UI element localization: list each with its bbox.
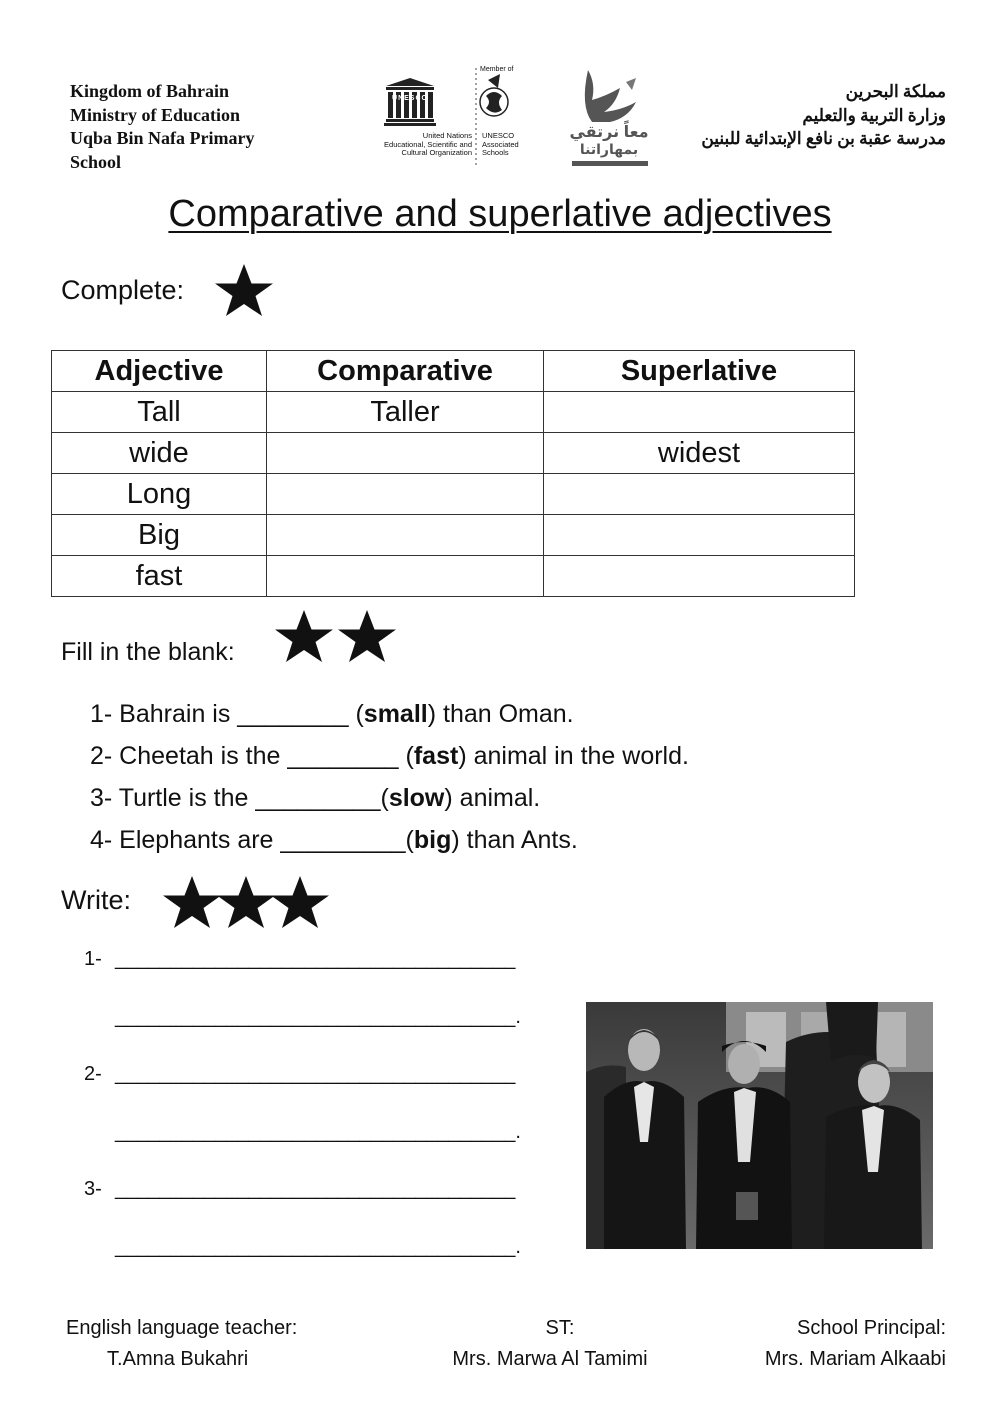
write-number: 1-	[84, 948, 102, 970]
sentence-end: ) than Ants.	[451, 826, 578, 854]
fill-sentence	[90, 735, 689, 777]
table-row	[52, 515, 855, 556]
unesco-logo	[372, 66, 532, 170]
asp-line-2: Associated	[482, 139, 519, 149]
teacher-role: English language teacher:	[66, 1317, 298, 1339]
principal-signature	[765, 1313, 946, 1375]
three-stars-icon	[160, 874, 340, 932]
table-row	[52, 433, 855, 474]
cell-superlative[interactable]	[544, 515, 855, 556]
org-line-3: Cultural Organization	[401, 148, 472, 157]
principal-name: Mrs. Mariam Alkaabi	[764, 1348, 946, 1370]
fill-label: Fill in the blank:	[61, 638, 235, 666]
teacher-signature	[66, 1313, 297, 1375]
cell-comparative[interactable]	[267, 515, 544, 556]
header-line-kingdom: Kingdom of Bahrain	[70, 81, 230, 101]
write-line[interactable]: ____________________________________	[115, 1063, 516, 1085]
adjective-table	[51, 350, 855, 597]
write-label: Write:	[61, 885, 132, 915]
sentence-end: ) animal.	[444, 784, 541, 812]
header-superlative: Superlative	[544, 351, 855, 392]
school-emblem-icon	[566, 66, 656, 126]
hint-word: small	[363, 700, 428, 728]
header-ar-line-3: مدرسة عقبة بن نافع الإبتدائية للبنين	[701, 129, 946, 148]
write-line[interactable]: ____________________________________.	[115, 1006, 521, 1028]
cell-adjective: wide	[52, 433, 267, 474]
cell-superlative[interactable]	[544, 556, 855, 597]
sentence-end: ) than Oman.	[427, 700, 574, 728]
write-line[interactable]: ____________________________________	[115, 948, 516, 970]
principal-role: School Principal:	[797, 1317, 946, 1339]
school-logo-bar	[572, 161, 648, 166]
write-line[interactable]: ____________________________________	[115, 1178, 516, 1200]
table-header-row	[52, 351, 855, 392]
cell-superlative[interactable]	[544, 392, 855, 433]
cell-comparative[interactable]	[267, 556, 544, 597]
hint-word: fast	[413, 742, 459, 770]
school-logo-text-2: بمهاراتنا	[579, 141, 639, 157]
football-players-photo	[586, 1002, 933, 1249]
school-logo-text-1: معاً نرتقي	[569, 124, 649, 141]
teacher-name: T.Amna Bukahri	[107, 1348, 249, 1370]
asp-line-1: UNESCO	[482, 131, 515, 140]
cell-comparative[interactable]	[267, 433, 544, 474]
unesco-wordmark: UNESCO	[392, 95, 428, 102]
header-adjective: Adjective	[52, 351, 267, 392]
cell-adjective: fast	[52, 556, 267, 597]
sentence-start: 1- Bahrain is ________ (	[90, 700, 364, 728]
table-row	[52, 474, 855, 515]
sentence-start: 4- Elephants are _________(	[90, 826, 414, 854]
cell-comparative[interactable]: Taller	[267, 392, 544, 433]
associated-schools-icon	[480, 74, 508, 116]
st-role: ST:	[545, 1317, 575, 1339]
st-signature	[420, 1313, 680, 1375]
cell-superlative[interactable]	[544, 474, 855, 515]
asp-line-3: Schools	[482, 148, 509, 157]
worksheet-title	[0, 193, 1000, 236]
fill-sentences	[90, 693, 689, 861]
fill-sentence	[90, 819, 689, 861]
header-ar-line-2: وزارة التربية والتعليم	[802, 105, 946, 125]
st-name: Mrs. Marwa Al Tamimi	[452, 1348, 648, 1370]
unesco-org-name	[372, 132, 472, 158]
write-number: 3-	[84, 1178, 102, 1200]
fill-sentence	[90, 777, 689, 819]
sentence-start: 2- Cheetah is the ________ (	[90, 742, 414, 770]
cell-comparative[interactable]	[267, 474, 544, 515]
header-line-school-1: Uqba Bin Nafa Primary	[70, 128, 255, 148]
cell-adjective: Long	[52, 474, 267, 515]
fill-sentence	[90, 693, 689, 735]
hint-word: slow	[388, 784, 445, 812]
header-arabic	[701, 80, 946, 151]
sentence-start: 3- Turtle is the _________(	[90, 784, 389, 812]
write-line[interactable]: ____________________________________.	[115, 1121, 521, 1143]
header-line-school-2: School	[70, 151, 122, 172]
school-logo	[566, 66, 656, 168]
header-english	[70, 80, 255, 174]
cell-adjective: Big	[52, 515, 267, 556]
asp-name	[482, 132, 519, 158]
table-row	[52, 392, 855, 433]
two-stars-icon	[272, 608, 400, 666]
cell-adjective: Tall	[52, 392, 267, 433]
complete-label: Complete:	[61, 275, 185, 305]
header-comparative: Comparative	[267, 351, 544, 392]
member-of-label: Member of	[480, 66, 514, 73]
hint-word: big	[413, 826, 452, 854]
header-ar-line-1: مملكة البحرين	[845, 82, 946, 101]
org-line-2: Educational, Scientific and	[384, 139, 472, 149]
write-number: 2-	[84, 1063, 102, 1085]
cell-superlative[interactable]: widest	[544, 433, 855, 474]
write-line[interactable]: ____________________________________.	[115, 1236, 521, 1258]
star-icon	[212, 262, 276, 318]
sentence-end: ) animal in the world.	[458, 742, 689, 770]
header-line-ministry: Ministry of Education	[70, 104, 241, 125]
org-line-1: United Nations	[422, 131, 472, 140]
table-row	[52, 556, 855, 597]
title-text: Comparative and superlative adjectives	[168, 193, 832, 235]
